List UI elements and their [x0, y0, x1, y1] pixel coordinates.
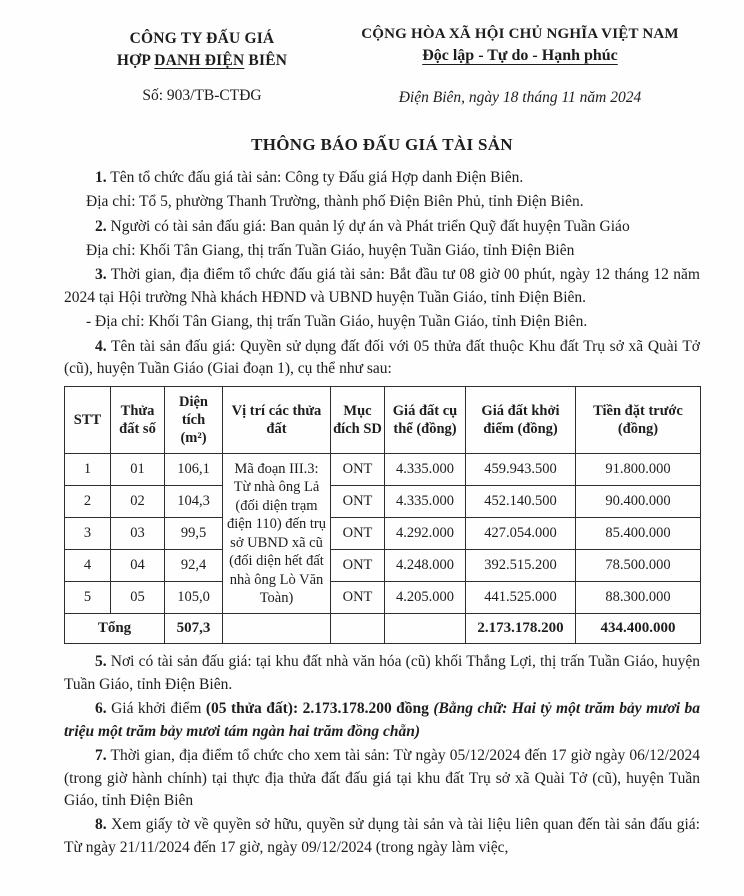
cell-location-note: Mã đoạn III.3: Từ nhà ông Lả (đối diện trạm điện 110) đến trụ sở UBND xã cũ (đối diện hết đất nhà ông Lò Văn Toàn): [223, 454, 331, 614]
national-title: CỘNG HÒA XÃ HỘI CHỦ NGHĨA VIỆT NAM: [361, 26, 679, 42]
paragraph-7-text: Thời gian, địa điểm tổ chức cho xem tài sản: Từ ngày 05/12/2024 đến 17 giờ ngày 06/12/2024 (trong giờ hành chính) tại thực địa thửa đất đấu giá tại khu đất Trụ sở xã Quài Tở (cũ), huyện Tuần Giáo, tỉnh Điện Biên: [64, 747, 700, 809]
cell-purpose: ONT: [331, 582, 385, 614]
cell-stt: 2: [65, 486, 111, 518]
table-row-2: [65, 486, 701, 518]
national-motto: Độc lập - Tự do - Hạnh phúc: [422, 47, 618, 64]
cell-purpose: ONT: [331, 550, 385, 582]
cell-plot: 05: [111, 582, 165, 614]
issuer-block: [64, 24, 340, 105]
cell-deposit: 90.400.000: [576, 486, 701, 518]
cell-start-price: 452.140.500: [466, 486, 576, 518]
issuer-name-line2: [64, 50, 340, 72]
paragraph-5-text: Nơi có tài sản đấu giá: tại khu đất nhà văn hóa (cũ) khối Thắng Lợi, thị trấn Tuần Giáo, huyện Tuần Giáo, tỉnh Điện Biên.: [64, 653, 700, 693]
paragraph-1-address: [64, 191, 700, 213]
table-row-1: [65, 454, 701, 486]
cell-deposit: 85.400.000: [576, 518, 701, 550]
issuer-name-line2-pre: HỢP: [116, 52, 155, 69]
paragraph-8-number: 8.: [95, 816, 107, 834]
cell-stt: 1: [65, 454, 111, 486]
cell-total-deposit: 434.400.000: [576, 614, 701, 644]
table-row-4: [65, 550, 701, 582]
table-total-row: [65, 614, 701, 644]
paragraph-6-price-bold: (05 thửa đất): 2.173.178.200 đồng: [205, 700, 434, 718]
cell-start-price: 392.515.200: [466, 550, 576, 582]
cell-stt: 3: [65, 518, 111, 550]
col-header-stt: STT: [65, 386, 111, 453]
cell-area: 104,3: [165, 486, 223, 518]
cell-unit-price: 4.248.000: [385, 550, 466, 582]
paragraph-8-text: Xem giấy tờ về quyền sở hữu, quyền sử dụng tài sản và tài liệu liên quan đến tài sản đấu giá: Từ ngày 21/11/2024 đến 17 giờ, ngày 09/12/2024 (trong ngày làm việc,: [64, 816, 700, 856]
cell-start-price: 441.525.000: [466, 582, 576, 614]
cell-total-label: Tổng: [65, 614, 165, 644]
cell-start-price: 459.943.500: [466, 454, 576, 486]
cell-unit-price: 4.335.000: [385, 454, 466, 486]
paragraph-2: [64, 216, 700, 238]
cell-plot: 01: [111, 454, 165, 486]
cell-total-start-price: 2.173.178.200: [466, 614, 576, 644]
paragraph-5-number: 5.: [95, 653, 107, 671]
document-header: [64, 24, 700, 107]
paragraph-2-text: Người có tài sản đấu giá: Ban quản lý dự án và Phát triển Quỹ đất huyện Tuần Giáo: [106, 217, 630, 235]
cell-deposit: 78.500.000: [576, 550, 701, 582]
document-number: Số: 903/TB-CTĐG: [142, 87, 262, 104]
paragraph-1-number: 1.: [95, 168, 107, 186]
cell-area: 99,5: [165, 518, 223, 550]
paragraph-2-address-text: Địa chỉ: Khối Tân Giang, thị trấn Tuần Giáo, huyện Tuần Giáo, tỉnh Điện Biên: [86, 242, 575, 259]
cell-start-price: 427.054.000: [466, 518, 576, 550]
cell-purpose: ONT: [331, 486, 385, 518]
col-header-start-price: Giá đất khởi điểm (đồng): [466, 386, 576, 453]
paragraph-4: [64, 336, 700, 381]
col-header-unit-price: Giá đất cụ thể (đồng): [385, 386, 466, 453]
cell-purpose: ONT: [331, 454, 385, 486]
col-header-plot: Thửa đất số: [111, 386, 165, 453]
paragraph-2-number: 2.: [95, 217, 107, 235]
cell-unit-price: 4.335.000: [385, 486, 466, 518]
cell-deposit: 88.300.000: [576, 582, 701, 614]
paragraph-3-number: 3.: [95, 266, 107, 284]
table-header-row: [65, 386, 701, 453]
cell-stt: 5: [65, 582, 111, 614]
national-header-block: [340, 24, 700, 107]
paragraph-4-text: Tên tài sản đấu giá: Quyền sử dụng đất đối với 05 thửa đất thuộc Khu đất Trụ sở xã Quài Tở (cũ), huyện Tuần Giáo (Giai đoạn 1), cụ thể như sau:: [64, 337, 700, 378]
cell-deposit: 91.800.000: [576, 454, 701, 486]
cell-total-purpose-empty: [331, 614, 385, 644]
paragraph-3: [64, 264, 700, 309]
col-header-purpose: Mục đích SD: [331, 386, 385, 453]
paragraph-7-number: 7.: [95, 747, 107, 765]
paragraph-6: [64, 698, 700, 743]
cell-total-unit-price-empty: [385, 614, 466, 644]
cell-area: 105,0: [165, 582, 223, 614]
paragraph-4-number: 4.: [95, 337, 107, 355]
paragraph-5: [64, 651, 700, 696]
table-row-3: [65, 518, 701, 550]
cell-area: 92,4: [165, 550, 223, 582]
cell-total-location-empty: [223, 614, 331, 644]
paragraph-6-amount-in-words: (Bằng chữ: Hai tỷ một trăm bảy mươi ba triệu một trăm bảy mươi tám ngàn hai trăm đồng chẵn): [64, 700, 700, 740]
paragraph-1-text: Tên tổ chức đấu giá tài sản: Công ty Đấu giá Hợp danh Điện Biên.: [106, 168, 524, 186]
issuer-name-line2-post: BIÊN: [244, 52, 288, 69]
col-header-deposit: Tiền đặt trước (đồng): [576, 386, 701, 453]
paragraph-7: [64, 745, 700, 812]
table-row-5: [65, 582, 701, 614]
issuer-name-line1: CÔNG TY ĐẤU GIÁ: [129, 30, 275, 47]
cell-unit-price: 4.292.000: [385, 518, 466, 550]
date-line: Điện Biên, ngày 18 tháng 11 năm 2024: [398, 88, 642, 106]
paragraph-2-address: [64, 240, 700, 262]
paragraph-6-number: 6.: [95, 700, 107, 718]
cell-stt: 4: [65, 550, 111, 582]
paragraph-3-text: Thời gian, địa điểm tổ chức đấu giá tài sản: Bắt đầu tư 08 giờ 00 phút, ngày 12 tháng 12 năm 2024 tại Hội trường Nhà khách HĐND và UBND huyện Tuần Giáo, tỉnh Điện Biên.: [64, 266, 700, 306]
paragraph-1: [64, 167, 700, 189]
paragraph-3-address: [64, 311, 700, 333]
cell-plot: 02: [111, 486, 165, 518]
issuer-name-line2-underlined: DANH ĐIỆN: [154, 52, 245, 69]
col-header-location: Vị trí các thửa đất: [223, 386, 331, 453]
cell-total-area: 507,3: [165, 614, 223, 644]
auction-table: [64, 386, 701, 644]
paragraph-3-address-text: - Địa chỉ: Khối Tân Giang, thị trấn Tuần Giáo, huyện Tuần Giáo, tỉnh Điện Biên.: [86, 313, 588, 331]
cell-unit-price: 4.205.000: [385, 582, 466, 614]
document-title: THÔNG BÁO ĐẤU GIÁ TÀI SẢN: [251, 134, 513, 154]
paragraph-1-address-text: Địa chỉ: Tổ 5, phường Thanh Trường, thành phố Điện Biên Phủ, tỉnh Điện Biên.: [86, 193, 584, 211]
col-header-area: Diện tích (m²): [165, 386, 223, 453]
cell-plot: 03: [111, 518, 165, 550]
cell-area: 106,1: [165, 454, 223, 486]
cell-plot: 04: [111, 550, 165, 582]
paragraph-8: [64, 814, 700, 859]
cell-purpose: ONT: [331, 518, 385, 550]
paragraph-6-lead: Giá khởi điểm: [106, 700, 206, 718]
